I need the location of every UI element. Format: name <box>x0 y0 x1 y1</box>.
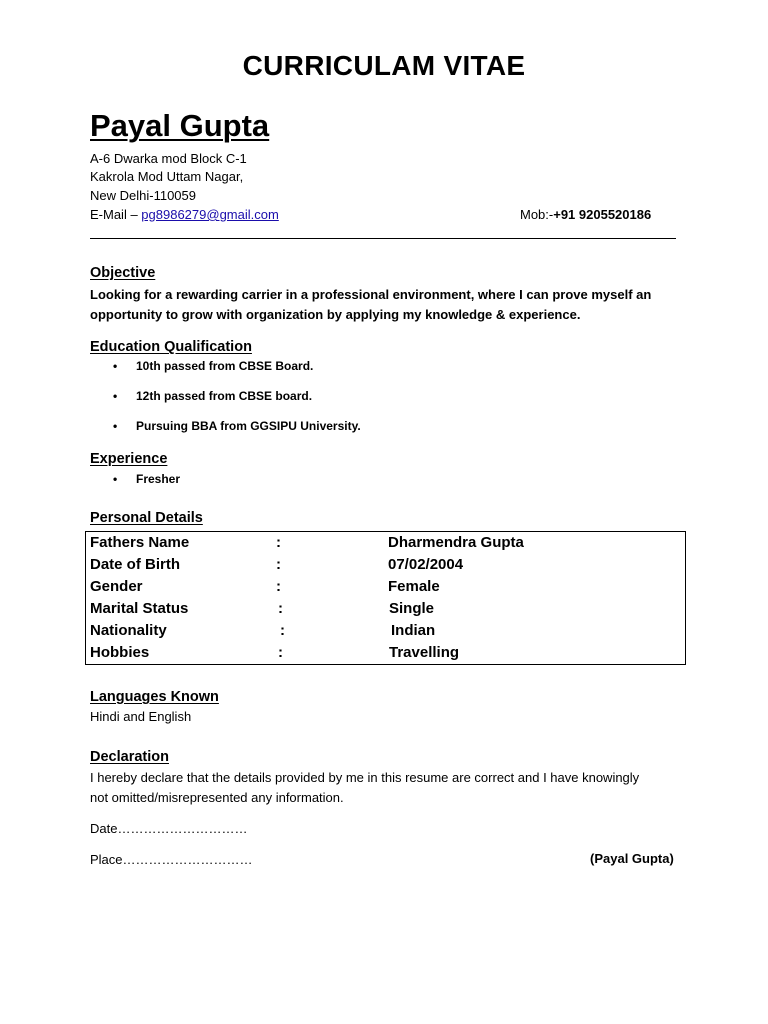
personal-details-table <box>85 531 686 665</box>
pd-value-nationality: Indian <box>391 622 436 639</box>
languages-text: Hindi and English <box>90 709 192 724</box>
education-item: 10th passed from CBSE Board. <box>136 359 314 373</box>
email-link[interactable]: pg8986279@gmail.com <box>141 207 279 222</box>
pd-separator: : <box>276 578 281 595</box>
mobile-number: +91 9205520186 <box>553 207 652 222</box>
pd-label-date-of-birth: Date of Birth <box>90 556 180 573</box>
separator-line <box>90 238 676 239</box>
pd-label-gender: Gender <box>90 578 143 595</box>
candidate-name: Payal Gupta <box>90 108 270 143</box>
pd-separator: : <box>278 600 283 617</box>
email-row <box>90 207 279 222</box>
pd-value-hobbies: Travelling <box>389 644 460 661</box>
date-field: Date………………………… <box>90 821 248 836</box>
bullet-icon: • <box>113 419 118 433</box>
mobile-label: Mob:- <box>520 207 554 222</box>
pd-label-nationality: Nationality <box>90 622 167 639</box>
pd-separator: : <box>280 622 285 639</box>
document-title: CURRICULAM VITAE <box>242 50 526 81</box>
experience-item: Fresher <box>136 472 181 486</box>
signature-name: (Payal Gupta) <box>590 851 674 866</box>
personal-details-heading: Personal Details <box>90 510 203 526</box>
address-line-3: New Delhi-110059 <box>90 188 196 203</box>
email-label: E-Mail – <box>90 207 142 222</box>
objective-heading: Objective <box>90 265 156 281</box>
experience-heading: Experience <box>90 451 168 467</box>
pd-value-gender: Female <box>388 578 440 595</box>
pd-label-fathers-name: Fathers Name <box>90 534 190 551</box>
objective-line-1: Looking for a rewarding carrier in a professional environment, where I can prove myself an <box>90 287 652 302</box>
objective-line-2: opportunity to grow with organization by applying my knowledge & experience. <box>90 307 581 322</box>
pd-label-marital-status: Marital Status <box>90 600 189 617</box>
education-item: 12th passed from CBSE board. <box>136 389 313 403</box>
bullet-icon: • <box>113 472 118 486</box>
declaration-line-1: I hereby declare that the details provided by me in this resume are correct and I have knowingly <box>90 770 640 785</box>
pd-separator: : <box>276 534 281 551</box>
bullet-icon: • <box>113 389 118 403</box>
pd-separator: : <box>276 556 281 573</box>
address-line-1: A-6 Dwarka mod Block C-1 <box>90 151 247 166</box>
pd-value-marital-status: Single <box>389 600 435 617</box>
pd-value-fathers-name: Dharmendra Gupta <box>388 534 524 551</box>
bullet-icon: • <box>113 359 118 373</box>
address-line-2: Kakrola Mod Uttam Nagar, <box>90 169 244 184</box>
declaration-heading: Declaration <box>90 749 169 765</box>
pd-value-date-of-birth: 07/02/2004 <box>388 556 464 573</box>
pd-separator: : <box>278 644 283 661</box>
declaration-line-2: not omitted/misrepresented any information. <box>90 790 344 805</box>
pd-label-hobbies: Hobbies <box>90 644 150 661</box>
education-item: Pursuing BBA from GGSIPU University. <box>136 419 361 433</box>
languages-heading: Languages Known <box>90 689 219 705</box>
education-heading: Education Qualification <box>90 339 252 355</box>
mobile-row <box>520 207 651 222</box>
place-field: Place………………………… <box>90 852 253 867</box>
